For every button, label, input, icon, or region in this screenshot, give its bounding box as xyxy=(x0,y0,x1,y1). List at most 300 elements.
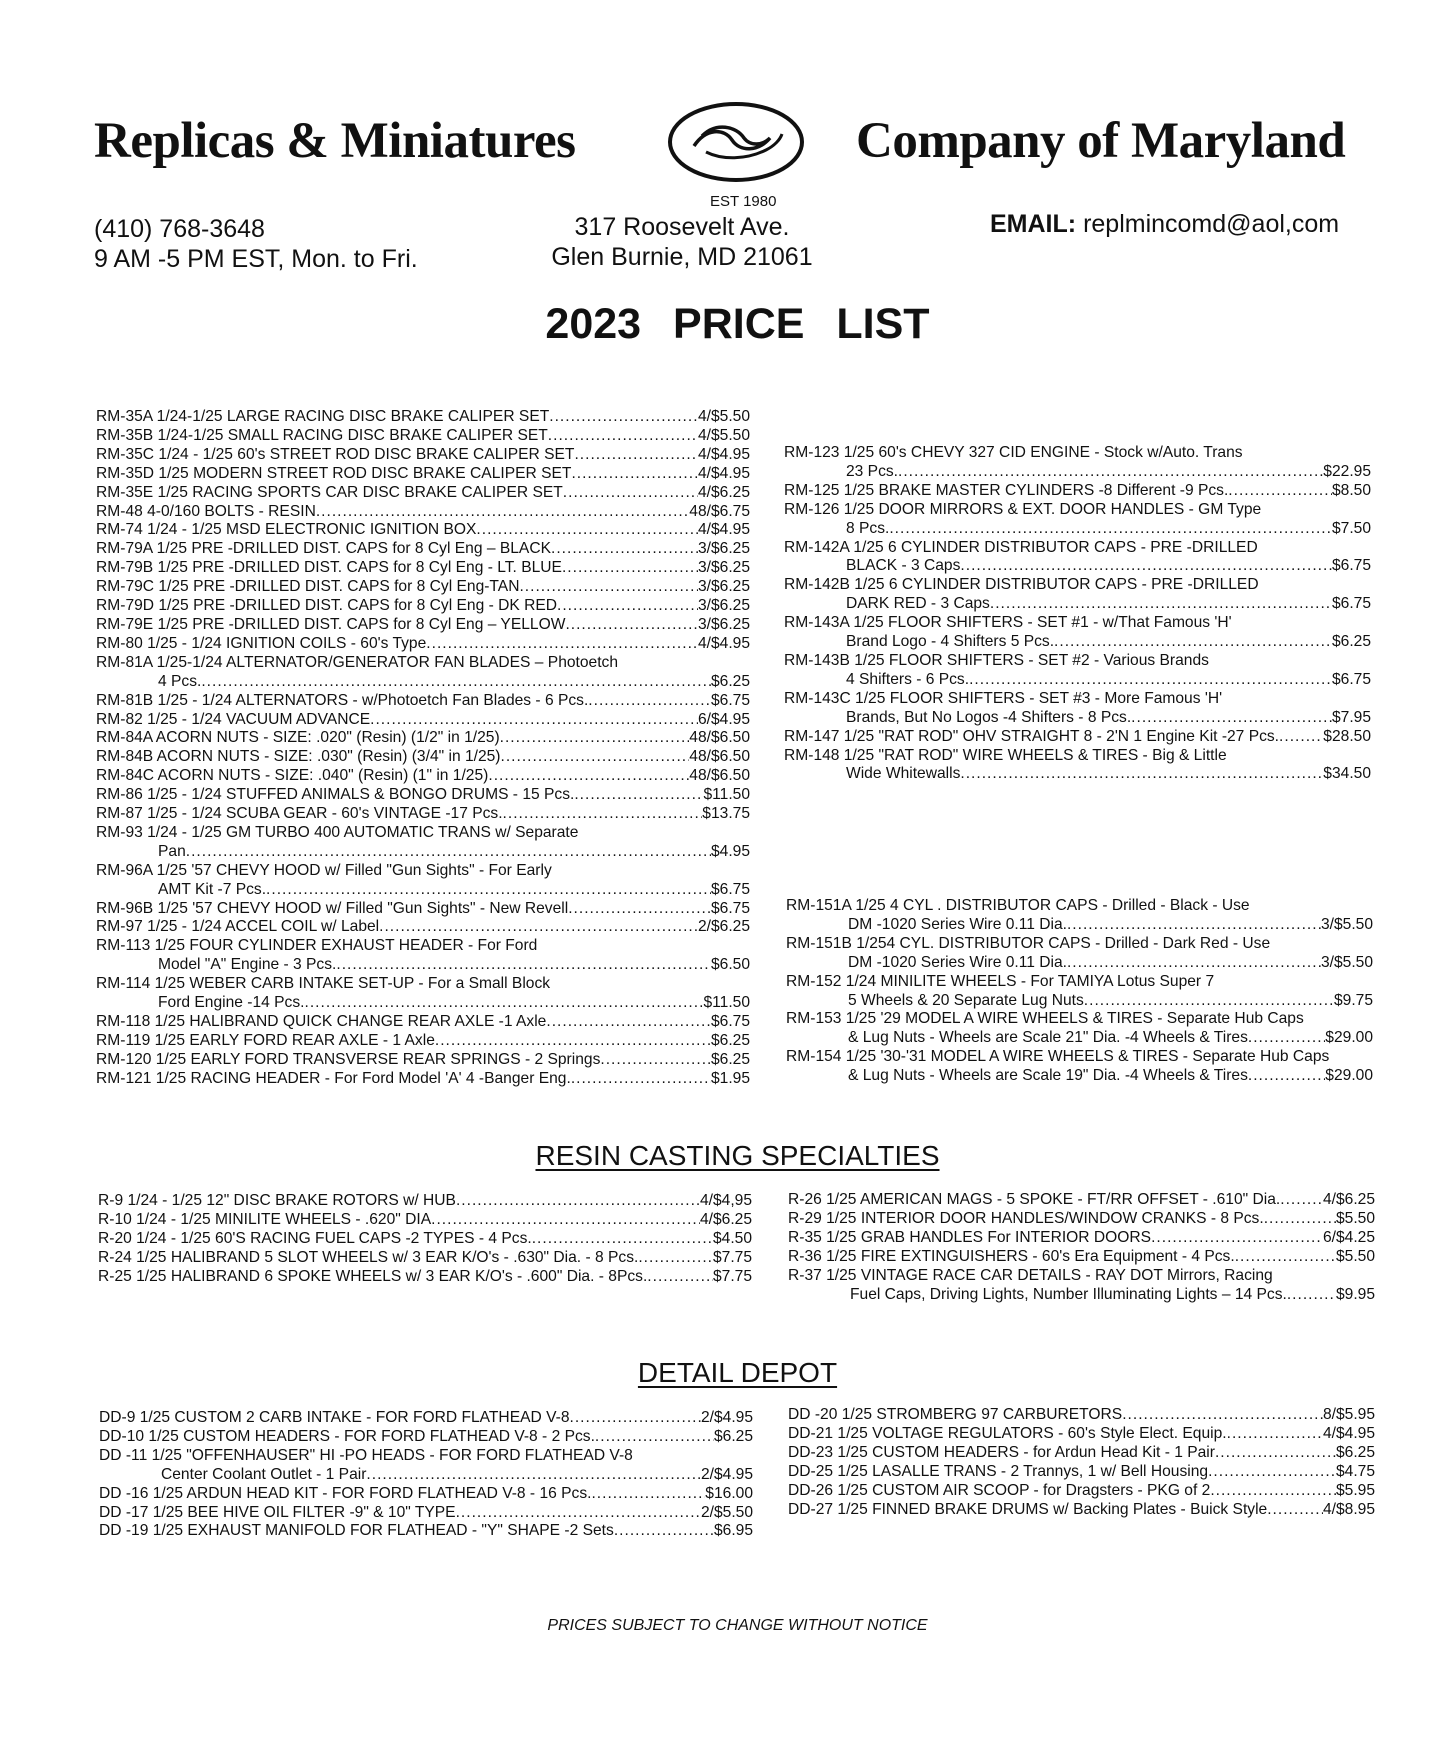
item-description: RM-80 1/25 - 1/24 IGNITION COILS - 60's Type xyxy=(96,634,427,652)
dot-leader xyxy=(574,446,698,465)
price-item xyxy=(96,465,750,484)
item-price: 4/$6.25 xyxy=(1322,1191,1375,1208)
item-line xyxy=(96,559,750,578)
item-description: 4 Shifters - 6 Pcs. xyxy=(846,670,970,688)
dot-leader xyxy=(456,1504,701,1523)
item-line xyxy=(98,1249,752,1268)
item-line xyxy=(96,900,750,919)
item-price: 4/$4.95 xyxy=(697,634,750,652)
dot-leader xyxy=(501,748,690,767)
email-block xyxy=(990,209,1339,239)
price-item xyxy=(784,501,1371,539)
item-description: DD -19 1/25 EXHAUST MANIFOLD FOR FLATHEAD - "Y" SHAPE -2 Sets xyxy=(99,1522,614,1540)
item-description: DD-21 1/25 VOLTAGE REGULATORS - 60's Style Elect. Equip. xyxy=(788,1424,1227,1442)
item-line xyxy=(788,1248,1375,1267)
item-line xyxy=(784,520,1371,539)
item-description: RM-120 1/25 EARLY FORD TRANSVERSE REAR SPRINGS - 2 Springs xyxy=(96,1050,601,1068)
price-list-page xyxy=(10,0,1445,1753)
detail-right-column xyxy=(788,1406,1375,1519)
company-name-left: Replicas & Miniatures xyxy=(94,113,576,169)
item-description: RM-79A 1/25 PRE -DRILLED DIST. CAPS for 8 Cyl Eng – BLACK xyxy=(96,540,551,558)
price-item xyxy=(788,1229,1375,1248)
dot-leader xyxy=(551,540,698,559)
dot-leader xyxy=(1215,1444,1336,1463)
dot-leader xyxy=(548,427,698,446)
item-heading: RM-148 1/25 "RAT ROD" WIRE WHEELS & TIRES - Big & Little xyxy=(784,746,1227,764)
item-description: DD-27 1/25 FINNED BRAKE DRUMS w/ Backing Plates - Buick Style xyxy=(788,1500,1268,1518)
item-line xyxy=(96,540,750,559)
dot-leader xyxy=(1122,1406,1323,1425)
item-line xyxy=(96,994,750,1013)
item-heading: RM-123 1/25 60's CHEVY 327 CID ENGINE - Stock w/Auto. Trans xyxy=(784,444,1243,461)
item-price: $7.75 xyxy=(712,1248,752,1266)
price-item xyxy=(96,635,750,654)
dot-leader xyxy=(201,673,711,692)
item-price: $4.75 xyxy=(1335,1462,1375,1480)
item-description: R-25 1/25 HALIBRAND 6 SPOKE WHEELS w/ 3 EAR K/O's - .600" Dia. - 8Pcs. xyxy=(98,1267,648,1285)
item-line xyxy=(96,616,750,635)
item-price: $9.75 xyxy=(1333,991,1373,1009)
price-item xyxy=(99,1447,753,1485)
price-item xyxy=(99,1522,753,1541)
price-item xyxy=(786,973,1373,1011)
item-line xyxy=(96,1013,750,1032)
price-item xyxy=(96,786,750,805)
item-description: DARK RED - 3 Caps xyxy=(846,595,990,613)
dot-leader xyxy=(1279,728,1323,747)
item-price: $28.50 xyxy=(1323,727,1371,745)
item-price: 4/$4.95 xyxy=(1322,1424,1375,1442)
dot-leader xyxy=(1067,954,1321,973)
price-item xyxy=(786,897,1373,935)
price-item xyxy=(96,408,750,427)
item-price: $6.25 xyxy=(710,1031,750,1049)
dot-leader xyxy=(1227,1425,1323,1444)
item-price: 3/$6.25 xyxy=(697,540,750,558)
item-heading: RM-113 1/25 FOUR CYLINDER EXHAUST HEADER - For Ford xyxy=(96,937,538,955)
phone-hours-block xyxy=(94,214,418,274)
dot-leader xyxy=(647,1268,713,1287)
item-heading: DD -11 1/25 "OFFENHAUSER" HI -PO HEADS - FOR FORD FLATHEAD V-8 xyxy=(99,1446,633,1464)
item-description: RM-86 1/25 - 1/24 STUFFED ANIMALS & BONGO DRUMS - 15 Pcs. xyxy=(96,786,575,804)
item-price: $5.95 xyxy=(1335,1481,1375,1499)
item-description: 23 Pcs. xyxy=(846,462,899,480)
item-price: $29.00 xyxy=(1325,1029,1373,1047)
dot-leader xyxy=(990,595,1332,614)
dot-leader xyxy=(568,900,711,919)
item-line xyxy=(98,1192,752,1211)
price-item xyxy=(99,1504,753,1523)
dot-leader xyxy=(563,484,698,503)
item-price: $6.25 xyxy=(713,1427,753,1445)
price-item xyxy=(96,597,750,616)
dot-leader xyxy=(600,1051,711,1070)
item-description: R-36 1/25 FIRE EXTINGUISHERS - 60's Era Equipment - 4 Pcs. xyxy=(788,1247,1235,1265)
item-price: $8.50 xyxy=(1331,481,1371,499)
item-description: RM-79C 1/25 PRE -DRILLED DIST. CAPS for 8 Cyl Eng-TAN xyxy=(96,578,520,596)
dot-leader xyxy=(898,463,1323,482)
item-description: Pan xyxy=(158,842,186,860)
price-item xyxy=(98,1211,752,1230)
item-line xyxy=(786,916,1373,935)
dot-leader xyxy=(336,956,711,975)
item-line xyxy=(784,595,1371,614)
item-description: RM-35C 1/24 - 1/25 60's STREET ROD DISC BRAKE CALIPER SET xyxy=(96,445,575,463)
dot-leader xyxy=(1264,1210,1336,1229)
item-price: $6.25 xyxy=(1335,1443,1375,1461)
item-heading: RM-114 1/25 WEBER CARB INTAKE SET-UP - For a Small Block xyxy=(96,975,551,993)
item-line xyxy=(784,765,1371,784)
dot-leader xyxy=(316,503,689,522)
item-description: RM-35E 1/25 RACING SPORTS CAR DISC BRAKE CALIPER SET xyxy=(96,483,563,501)
item-line xyxy=(96,484,750,503)
item-line xyxy=(96,767,750,786)
price-item xyxy=(96,729,750,748)
item-price: 4/$6.25 xyxy=(699,1210,752,1228)
dot-leader xyxy=(565,616,698,635)
dot-leader xyxy=(431,1211,700,1230)
price-item xyxy=(98,1192,752,1211)
city-address: Glen Burnie, MD 21061 xyxy=(551,243,813,271)
item-price: 6/$4.95 xyxy=(697,710,750,728)
dot-leader xyxy=(500,729,690,748)
page-title: 2023 PRICE LIST xyxy=(545,300,930,348)
dot-leader xyxy=(503,805,703,824)
item-description: RM-79D 1/25 PRE -DRILLED DIST. CAPS for 8 Cyl Eng - DK RED xyxy=(96,597,558,615)
item-heading: RM-143A 1/25 FLOOR SHIFTERS - SET #1 - w/That Famous 'H' xyxy=(784,614,1232,632)
price-item xyxy=(784,444,1371,482)
price-item xyxy=(786,935,1373,973)
dot-leader xyxy=(1267,1501,1323,1520)
price-item xyxy=(784,539,1371,577)
item-line xyxy=(96,521,750,540)
rm-left-column xyxy=(96,408,750,1089)
price-item xyxy=(788,1406,1375,1425)
item-line xyxy=(96,786,750,805)
dot-leader xyxy=(591,1485,705,1504)
rm-right-top-column xyxy=(784,444,1371,784)
item-price: 4/$4.95 xyxy=(697,445,750,463)
item-description: R-29 1/25 INTERIOR DOOR HANDLES/WINDOW CRANKS - 8 Pcs. xyxy=(788,1209,1264,1227)
dot-leader xyxy=(1235,1248,1336,1267)
item-description: RM-79B 1/25 PRE -DRILLED DIST. CAPS for 8 Cyl Eng - LT. BLUE xyxy=(96,559,562,577)
dot-leader xyxy=(595,1428,714,1447)
item-line xyxy=(788,1406,1375,1425)
item-price: $1.95 xyxy=(710,1069,750,1087)
item-line xyxy=(784,709,1371,728)
dot-leader xyxy=(1067,916,1321,935)
dot-leader xyxy=(426,635,698,654)
item-heading: RM-154 1/25 '30-'31 MODEL A WIRE WHEELS & TIRES - Separate Hub Caps xyxy=(786,1048,1330,1066)
item-description: RM-96B 1/25 '57 CHEVY HOOD w/ Filled "Gun Sights" - New Revell xyxy=(96,899,569,917)
price-item xyxy=(788,1463,1375,1482)
item-price: $5.50 xyxy=(1335,1247,1375,1265)
item-heading: RM-126 1/25 DOOR MIRRORS & EXT. DOOR HANDLES - GM Type xyxy=(784,500,1262,518)
price-item xyxy=(786,1010,1373,1048)
item-heading: RM-93 1/24 - 1/25 GM TURBO 400 AUTOMATIC TRANS w/ Separate xyxy=(96,823,579,841)
street-address: 317 Roosevelt Ave. xyxy=(574,213,790,241)
dot-leader xyxy=(1084,992,1334,1011)
item-line xyxy=(96,465,750,484)
item-line xyxy=(98,1268,752,1287)
dot-leader xyxy=(456,1192,700,1211)
item-description: RM-121 1/25 RACING HEADER - For Ford Model 'A' 4 -Banger Eng. xyxy=(96,1069,571,1087)
item-price: $34.50 xyxy=(1323,765,1371,783)
dot-leader xyxy=(562,559,698,578)
item-heading: RM-143B 1/25 FLOOR SHIFTERS - SET #2 - Various Brands xyxy=(784,651,1209,669)
item-line xyxy=(96,427,750,446)
item-description: DM -1020 Series Wire 0.11 Dia. xyxy=(848,915,1067,933)
item-price: 48/$6.50 xyxy=(689,729,750,747)
dot-leader xyxy=(571,465,698,484)
item-description: Center Coolant Outlet - 1 Pair xyxy=(161,1465,367,1483)
price-item xyxy=(96,616,750,635)
item-line xyxy=(98,1211,752,1230)
dot-leader xyxy=(549,408,698,427)
item-price: $6.75 xyxy=(710,899,750,917)
item-description: R-35 1/25 GRAB HANDLES For INTERIOR DOORS xyxy=(788,1228,1152,1246)
dot-leader xyxy=(186,843,711,862)
item-line xyxy=(788,1425,1375,1444)
phone-number: (410) 768-3648 xyxy=(94,215,265,243)
item-description: DD -20 1/25 STROMBERG 97 CARBURETORS xyxy=(788,1406,1123,1423)
item-description: RM-125 1/25 BRAKE MASTER CYLINDERS -8 Different -9 Pcs. xyxy=(784,481,1229,499)
dot-leader xyxy=(969,671,1332,690)
item-description: RM-97 1/25 - 1/24 ACCEL COIL w/ Label xyxy=(96,918,380,936)
detail-left-column xyxy=(99,1409,753,1541)
item-price: $6.25 xyxy=(710,672,750,690)
item-line xyxy=(786,992,1373,1011)
item-description: DD -17 1/25 BEE HIVE OIL FILTER -9" & 10" TYPE xyxy=(99,1503,456,1521)
item-description: DD-26 1/25 CUSTOM AIR SCOOP - for Dragsters - PKG of 2 xyxy=(788,1481,1211,1499)
price-item xyxy=(788,1248,1375,1267)
item-line xyxy=(96,692,750,711)
item-price: $16.00 xyxy=(705,1484,753,1502)
price-item xyxy=(784,690,1371,728)
price-item xyxy=(96,446,750,465)
dot-leader xyxy=(266,881,711,900)
item-heading: RM-142B 1/25 6 CYLINDER DISTRIBUTOR CAPS - PRE -DRILLED xyxy=(784,576,1259,594)
item-price: 4/$8.95 xyxy=(1322,1500,1375,1518)
item-price: $11.50 xyxy=(703,994,750,1012)
item-price: $6.75 xyxy=(710,1013,750,1030)
item-description: 4 Pcs. xyxy=(158,672,202,690)
item-description: RM-81B 1/25 - 1/24 ALTERNATORS - w/Photoetch Fan Blades - 6 Pcs. xyxy=(96,691,589,709)
price-item xyxy=(96,805,750,824)
dot-leader xyxy=(574,786,703,805)
item-price: $6.75 xyxy=(710,691,750,709)
dot-leader xyxy=(1131,709,1332,728)
price-item xyxy=(96,1013,750,1032)
item-price: $6.75 xyxy=(1331,595,1371,613)
price-item xyxy=(788,1191,1375,1210)
item-price: $6.75 xyxy=(1331,670,1371,688)
item-price: 3/$5.50 xyxy=(1320,953,1373,971)
item-price: $5.50 xyxy=(1335,1209,1375,1227)
item-line xyxy=(784,557,1371,576)
item-price: $7.50 xyxy=(1331,519,1371,537)
item-description: Brands, But No Logos -4 Shifters - 8 Pcs. xyxy=(846,708,1132,726)
item-line xyxy=(96,578,750,597)
item-price: 6/$4.25 xyxy=(1322,1228,1375,1246)
dot-leader xyxy=(304,994,703,1013)
item-price: $9.95 xyxy=(1335,1285,1375,1303)
item-line xyxy=(96,446,750,465)
item-line xyxy=(96,1051,750,1070)
item-price: 2/$6.25 xyxy=(697,918,750,936)
item-price: $7.95 xyxy=(1331,708,1371,726)
item-description: & Lug Nuts - Wheels are Scale 19" Dia. -4 Wheels & Tires xyxy=(848,1067,1248,1085)
price-item xyxy=(96,824,750,862)
price-item xyxy=(788,1267,1375,1305)
dot-leader xyxy=(571,1070,711,1089)
price-item xyxy=(784,652,1371,690)
dot-leader xyxy=(1287,1286,1336,1305)
price-item xyxy=(96,503,750,522)
item-price: $6.25 xyxy=(710,1050,750,1068)
item-description: RM-118 1/25 HALIBRAND QUICK CHANGE REAR AXLE -1 Axle xyxy=(96,1013,547,1030)
business-hours: 9 AM -5 PM EST, Mon. to Fri. xyxy=(94,245,418,273)
item-description: AMT Kit -7 Pcs. xyxy=(158,880,267,898)
dot-leader xyxy=(570,1409,701,1428)
item-description: RM-147 1/25 "RAT ROD" OHV STRAIGHT 8 - 2'N 1 Engine Kit -27 Pcs. xyxy=(784,727,1280,745)
company-name-right: Company of Maryland xyxy=(856,113,1346,169)
item-line xyxy=(788,1463,1375,1482)
price-item xyxy=(96,767,750,786)
item-line xyxy=(788,1191,1375,1210)
swirl-logo-icon xyxy=(666,100,806,184)
item-price: $22.95 xyxy=(1323,462,1371,480)
item-line xyxy=(96,881,750,900)
price-item xyxy=(96,900,750,919)
email-address: replmincomd@aol,com xyxy=(1083,210,1340,238)
item-description: DD-10 1/25 CUSTOM HEADERS - FOR FORD FLATHEAD V-8 - 2 Pcs. xyxy=(99,1427,595,1445)
item-description: DD-23 1/25 CUSTOM HEADERS - for Ardun Head Kit - 1 Pair xyxy=(788,1443,1215,1461)
dot-leader xyxy=(889,520,1332,539)
price-item xyxy=(784,728,1371,747)
price-item xyxy=(96,521,750,540)
price-item xyxy=(96,540,750,559)
item-line xyxy=(96,729,750,748)
item-price: 8/$5.95 xyxy=(1322,1406,1375,1423)
item-description: R-20 1/24 - 1/25 60'S RACING FUEL CAPS -2 TYPES - 4 Pcs. xyxy=(98,1229,532,1247)
address-block xyxy=(532,212,832,272)
dot-leader xyxy=(1228,482,1332,501)
item-description: DD-9 1/25 CUSTOM 2 CARB INTAKE - FOR FORD FLATHEAD V-8 xyxy=(99,1409,570,1426)
price-item xyxy=(786,1048,1373,1086)
price-item xyxy=(788,1210,1375,1229)
item-line xyxy=(96,711,750,730)
dot-leader xyxy=(557,597,698,616)
item-line xyxy=(99,1466,753,1485)
price-item xyxy=(96,578,750,597)
dot-leader xyxy=(960,557,1332,576)
item-line xyxy=(96,1070,750,1089)
item-price: 48/$6.50 xyxy=(689,748,750,766)
item-description: Brand Logo - 4 Shifters 5 Pcs. xyxy=(846,633,1055,651)
item-price: 2/$4.95 xyxy=(700,1465,753,1483)
price-item xyxy=(98,1249,752,1268)
item-description: RM-74 1/24 - 1/25 MSD ELECTRONIC IGNITION BOX xyxy=(96,521,477,539)
item-line xyxy=(786,954,1373,973)
price-item xyxy=(98,1268,752,1287)
dot-leader xyxy=(588,692,711,711)
item-description: RM-87 1/25 - 1/24 SCUBA GEAR - 60's VINTAGE -17 Pcs. xyxy=(96,805,503,823)
item-line xyxy=(788,1229,1375,1248)
item-description: Wide Whitewalls xyxy=(846,765,961,783)
item-line xyxy=(96,635,750,654)
item-heading: RM-143C 1/25 FLOOR SHIFTERS - SET #3 - More Famous 'H' xyxy=(784,689,1223,707)
item-heading: RM-96A 1/25 '57 CHEVY HOOD w/ Filled "Gun Sights" - For Early xyxy=(96,861,552,879)
item-description: R-10 1/24 - 1/25 MINILITE WHEELS - .620" DIA xyxy=(98,1210,432,1228)
resin-section-title: RESIN CASTING SPECIALTIES xyxy=(535,1140,940,1171)
price-item xyxy=(96,1032,750,1051)
price-item xyxy=(784,482,1371,501)
item-line xyxy=(99,1428,753,1447)
dot-leader xyxy=(638,1249,713,1268)
price-item xyxy=(96,862,750,900)
price-item xyxy=(788,1425,1375,1444)
item-price: 3/$6.25 xyxy=(697,578,750,596)
item-price: 48/$6.75 xyxy=(689,502,750,520)
price-item xyxy=(784,614,1371,652)
item-description: RM-35D 1/25 MODERN STREET ROD DISC BRAKE CALIPER SET xyxy=(96,464,572,482)
item-price: 48/$6.50 xyxy=(689,767,750,785)
item-description: RM-119 1/25 EARLY FORD REAR AXLE - 1 Axle xyxy=(96,1031,435,1049)
dot-leader xyxy=(366,1466,701,1485)
item-heading: RM-153 1/25 '29 MODEL A WIRE WHEELS & TIRES - Separate Hub Caps xyxy=(786,1010,1304,1028)
item-line xyxy=(786,1029,1373,1048)
dot-leader xyxy=(960,765,1323,784)
price-item xyxy=(98,1230,752,1249)
item-line xyxy=(784,728,1371,747)
dot-leader xyxy=(435,1032,711,1051)
item-description: 8 Pcs. xyxy=(846,519,890,537)
price-item xyxy=(96,427,750,446)
price-item xyxy=(788,1482,1375,1501)
dot-leader xyxy=(1280,1191,1323,1210)
price-item xyxy=(788,1444,1375,1463)
item-price: 4/$6.25 xyxy=(697,483,750,501)
item-description: DM -1020 Series Wire 0.11 Dia. xyxy=(848,953,1067,971)
resin-right-column xyxy=(788,1191,1375,1304)
item-heading: R-37 1/25 VINTAGE RACE CAR DETAILS - RAY DOT Mirrors, Racing xyxy=(788,1266,1273,1284)
item-line xyxy=(788,1482,1375,1501)
dot-leader xyxy=(1151,1229,1323,1248)
item-price: $6.75 xyxy=(1331,557,1371,575)
est-year: EST 1980 xyxy=(710,193,777,210)
item-line xyxy=(96,408,750,427)
item-price: 3/$6.25 xyxy=(697,615,750,633)
item-price: 4/$4.95 xyxy=(697,521,750,539)
item-line xyxy=(96,1032,750,1051)
item-price: $7.75 xyxy=(712,1267,752,1285)
detail-section-title: DETAIL DEPOT xyxy=(637,1357,838,1388)
item-line xyxy=(99,1485,753,1504)
price-item xyxy=(96,484,750,503)
item-line xyxy=(96,503,750,522)
item-line xyxy=(99,1409,753,1428)
item-description: 5 Wheels & 20 Separate Lug Nuts xyxy=(848,991,1084,1009)
dot-leader xyxy=(519,578,698,597)
item-price: $6.75 xyxy=(710,880,750,898)
item-heading: RM-142A 1/25 6 CYLINDER DISTRIBUTOR CAPS - PRE -DRILLED xyxy=(784,538,1258,556)
item-heading: RM-152 1/24 MINILITE WHEELS - For TAMIYA Lotus Super 7 xyxy=(786,972,1215,990)
resin-left-column xyxy=(98,1192,752,1287)
dot-leader xyxy=(614,1522,714,1541)
dot-leader xyxy=(1210,1482,1336,1501)
item-line xyxy=(96,748,750,767)
